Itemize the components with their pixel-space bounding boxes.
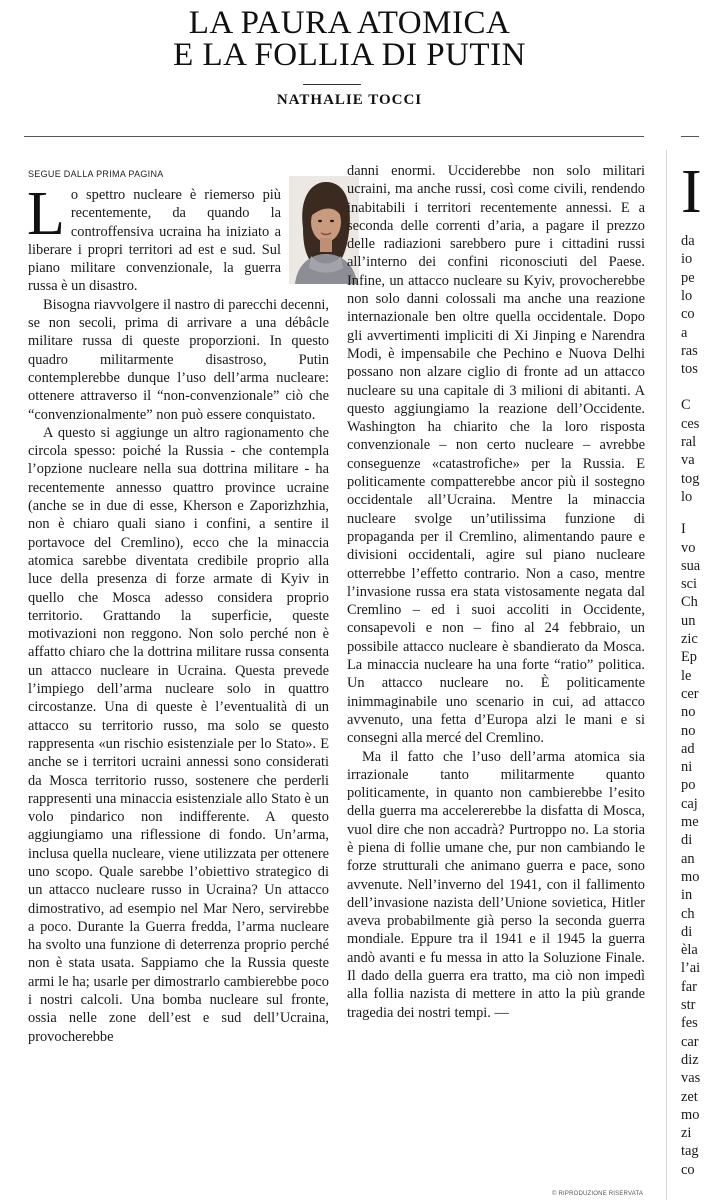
adjacent-text-fragment: ces — [681, 415, 700, 432]
adjacent-text-fragment: sci — [681, 576, 697, 593]
adjacent-text-fragment: pe — [681, 269, 695, 286]
adjacent-article-edge — [681, 158, 702, 1192]
adjacent-text-fragment: car — [681, 1033, 699, 1050]
drop-cap: L — [27, 180, 65, 248]
adjacent-text-fragment: mo — [681, 1106, 700, 1123]
adjacent-text-fragment: C — [681, 397, 691, 414]
adjacent-text-fragment: ral — [681, 434, 697, 450]
adjacent-text-fragment: a — [681, 324, 688, 341]
adjacent-text-fragment: un — [681, 612, 696, 629]
paragraph-1: o spettro nucleare è riemerso più recentemente, da quando la controffensiva ucraina ha iniziato a liberare i propri territori ad est e sud. Sul piano militare convenzionale, la guerra russa è un disastro. — [28, 187, 281, 295]
adjacent-text-fragment: le — [681, 667, 692, 684]
adjacent-text-fragment: tog — [681, 470, 700, 487]
headline-line-1: LA PAURA ATOMICA — [188, 5, 511, 41]
adjacent-text-fragment: an — [681, 850, 695, 867]
adjacent-text-fragment: no — [681, 722, 696, 739]
adjacent-text-fragment: lo — [681, 287, 693, 304]
adjacent-text-fragment: fes — [681, 1015, 698, 1032]
paragraph-3: A questo si aggiunge un altro ragionamento che circola spesso: poiché la Russia - che contempla l’opzione nucleare nella sua dottrina militare - ha recentemente annesso quattro province ucraine (anche se in due di esse, Kherson e Zaporizhzhia, non è chiaro quali siano i confini, a sentire il portavoce del Cremlino), ecco che la minaccia atomica sarebbe diventata credibile proprio alla luce della presenza di forze armate di Kyiv in quello che Mosca adesso considera proprio territorio. Grattando la superficie, queste motivazioni non reggono. Non solo perché non è affatto chiaro che la dottrina militare russa consenta un attacco nucleare in Ucraina. Questa prevede l’impiego dell’arma nucleare solo in quattro circostanze. Una di queste è l’eventualità di un attacco su territorio russo, ma solo se questo rappresenta «un rischio esistenziale per lo Stato». E anche se i territori ucraini annessi sono considerati da Mosca territorio russo, sostenere che perderli rappresenti una minaccia esistenziale allo Stato è un volo pindarico non indifferente. A questo aggiungiamo una riflessione di fondo. Un’arma, inclusa quella nucleare, viene utilizzata per ottenere uno scopo. Quale sarebbe l’obiettivo strategico di un attacco nucleare russo in Ucraina? Un attacco dimostrativo, ad esempio nel Mar Nero, servirebbe a poco. Durante la Guerra fredda, l’arma nucleare ha svolto una funzione di deterrenza proprio perché non è stata usata. Sappiamo che la Russia queste armi le ha; usarle per dimostrarlo cambierebbe poco i nostri calcoli. Una bomba nucleare sul fronte, ossia nelle zone dell’est e sud dell’Ucraina, provocherebbe — [28, 424, 329, 1045]
adjacent-text-fragment: tag — [681, 1143, 699, 1160]
adjacent-text-fragment: zet — [681, 1088, 698, 1105]
adjacent-text-fragment: l’ai — [681, 960, 701, 977]
adjacent-text-fragment: ni — [681, 759, 693, 776]
section-rule-right — [681, 136, 699, 137]
headline-line-2: E LA FOLLIA DI PUTIN — [173, 37, 526, 73]
adjacent-text-fragment: cer — [681, 685, 699, 702]
copyright-notice: © RIPRODUZIONE RISERVATA — [552, 1191, 644, 1197]
paragraph-5: Ma il fatto che l’uso dell’arma atomica sia irrazionale tanto militarmente quanto politicamente, in quanto non cambierebbe l’esito della guerra ma accelererebbe la disfatta di Mosca, vuol dire che non accadrà? Purtroppo no. La storia è piena di follie umane che, pur non cambiando le forze strutturali che animano guerra e pace, sono avvenute. Nell’inverno del 1941, con il fallimento dell’invasione nazista dell’Unione sovietica, Hitler aveva probabilmente già perso la seconda guerra mondiale. Eppure tra il 1941 e il 1945 la guerra andò avanti e fu messa in atto la Soluzione Finale. Il dado della guerra era tratto, ma ciò non impedì alla follia nazista di mettere in atto la più grande tragedia dei nostri tempi. — — [347, 748, 645, 1021]
adjacent-text-fragment: Ep — [681, 649, 697, 666]
adjacent-text-fragment: str — [681, 997, 696, 1013]
adjacent-text-fragment: lo — [681, 488, 693, 505]
adjacent-text-fragment: vas — [681, 1070, 701, 1087]
paragraph-4: danni enormi. Ucciderebbe non solo militari ucraini, ma anche russi, così come civili, rendendo inabitabili i territori recentemente annessi. E a seconda delle correnti d’aria, a pagare il prezzo delle radiazioni sarebbero pure i cittadini russi all’interno dei confini riconosciuti del Paese. Infine, un attacco nucleare su Kyiv, provocherebbe non solo danni colossali ma anche una reazione internazionale ben oltre quella occidentale. Dopo gli avvertimenti impliciti di Xi Jinping e Narendra Modi, è impensabile che Pechino e Nuova Delhi possano non alzare ciglio di fronte ad un attacco nucleare su una capitale di 3 milioni di abitanti. A questo aggiungiamo la reazione dell’Occidente. Washington ha chiarito che la loro risposta convenzionale – non certo nucleare – avrebbe conseguenze «catastrofiche» per la Russia. E politicamente compatterebbe ancor più il sostegno occidentale all’Ucraina. Mentre la minaccia nucleare svolge un’utilissima funzione di propaganda per il Cremlino, alimentando paure e divisioni occidentali, agire sul piano nucleare otterrebbe l’effetto contrario. Non a caso, mentre l’invasione russa era stata vistosamente negata dal Cremlino – ed i suoi accoliti in Occidente, consapevoli e non – fino al 24 febbraio, un possibile attacco nucleare è sbandierato da Mosca. La minaccia nucleare ha una forte “ratio” politica. Un attacco nucleare no. È politicamente inimmaginabile uno scenario in cui, ad attacco avvenuto, una fetta d’Europa alzi le mani e si consegni alla mercé del Cremlino. — [347, 163, 645, 747]
adjacent-text-fragment: va — [681, 452, 695, 469]
adjacent-text-fragment: sua — [681, 557, 701, 574]
adjacent-text-fragment: far — [681, 978, 697, 995]
adjacent-text-fragment: I — [681, 521, 686, 538]
adjacent-text-fragment: zi — [681, 1125, 692, 1142]
adjacent-text-fragment: no — [681, 704, 696, 721]
adjacent-text-fragment: Ch — [681, 594, 698, 611]
adjacent-text-fragment: vo — [681, 539, 696, 556]
adjacent-text-fragment: di — [681, 923, 693, 940]
column-divider — [666, 150, 667, 1200]
adjacent-text-fragment: mo — [681, 868, 700, 885]
adjacent-text-fragment: èla — [681, 942, 698, 959]
adjacent-text-fragment: in — [681, 887, 693, 904]
adjacent-drop-cap: I — [681, 158, 702, 226]
title-divider — [303, 84, 361, 85]
adjacent-text-fragment: di — [681, 832, 693, 849]
adjacent-text-fragment: da — [681, 233, 695, 249]
adjacent-text-fragment: caj — [681, 795, 698, 812]
section-rule — [24, 136, 644, 137]
adjacent-text-fragment: io — [681, 251, 693, 268]
adjacent-text-fragment: ras — [681, 342, 698, 359]
adjacent-text-fragment: po — [681, 777, 696, 794]
kicker-label: SEGUE DALLA PRIMA PAGINA — [28, 169, 164, 179]
adjacent-text-fragment: co — [681, 306, 695, 323]
article-column-1 — [27, 180, 329, 1046]
portrait-spacer — [281, 186, 329, 276]
adjacent-text-fragment: me — [681, 814, 699, 830]
author-byline: NATHALIE TOCCI — [276, 92, 423, 108]
adjacent-text-fragment: tos — [681, 361, 698, 378]
adjacent-text-fragment: ad — [681, 740, 695, 757]
paragraph-2: Bisogna riavvolgere il nastro di parecchi decenni, se non secoli, prima di arrivare a una débâcle militare russa di queste proporzioni. In questo quadro militarmente disastroso, Putin contemplerebbe dunque l’uso dell’arma nucleare: ottenere attraverso il “non-convenzionale” ciò che “convenzionalmente” non può essere conquistato. — [28, 296, 329, 423]
adjacent-text-fragment: diz — [681, 1051, 699, 1068]
article-column-2 — [347, 162, 645, 1022]
adjacent-text-fragment: zic — [681, 631, 698, 647]
adjacent-text-fragment: co — [681, 1161, 695, 1178]
adjacent-text-fragment: ch — [681, 905, 695, 922]
